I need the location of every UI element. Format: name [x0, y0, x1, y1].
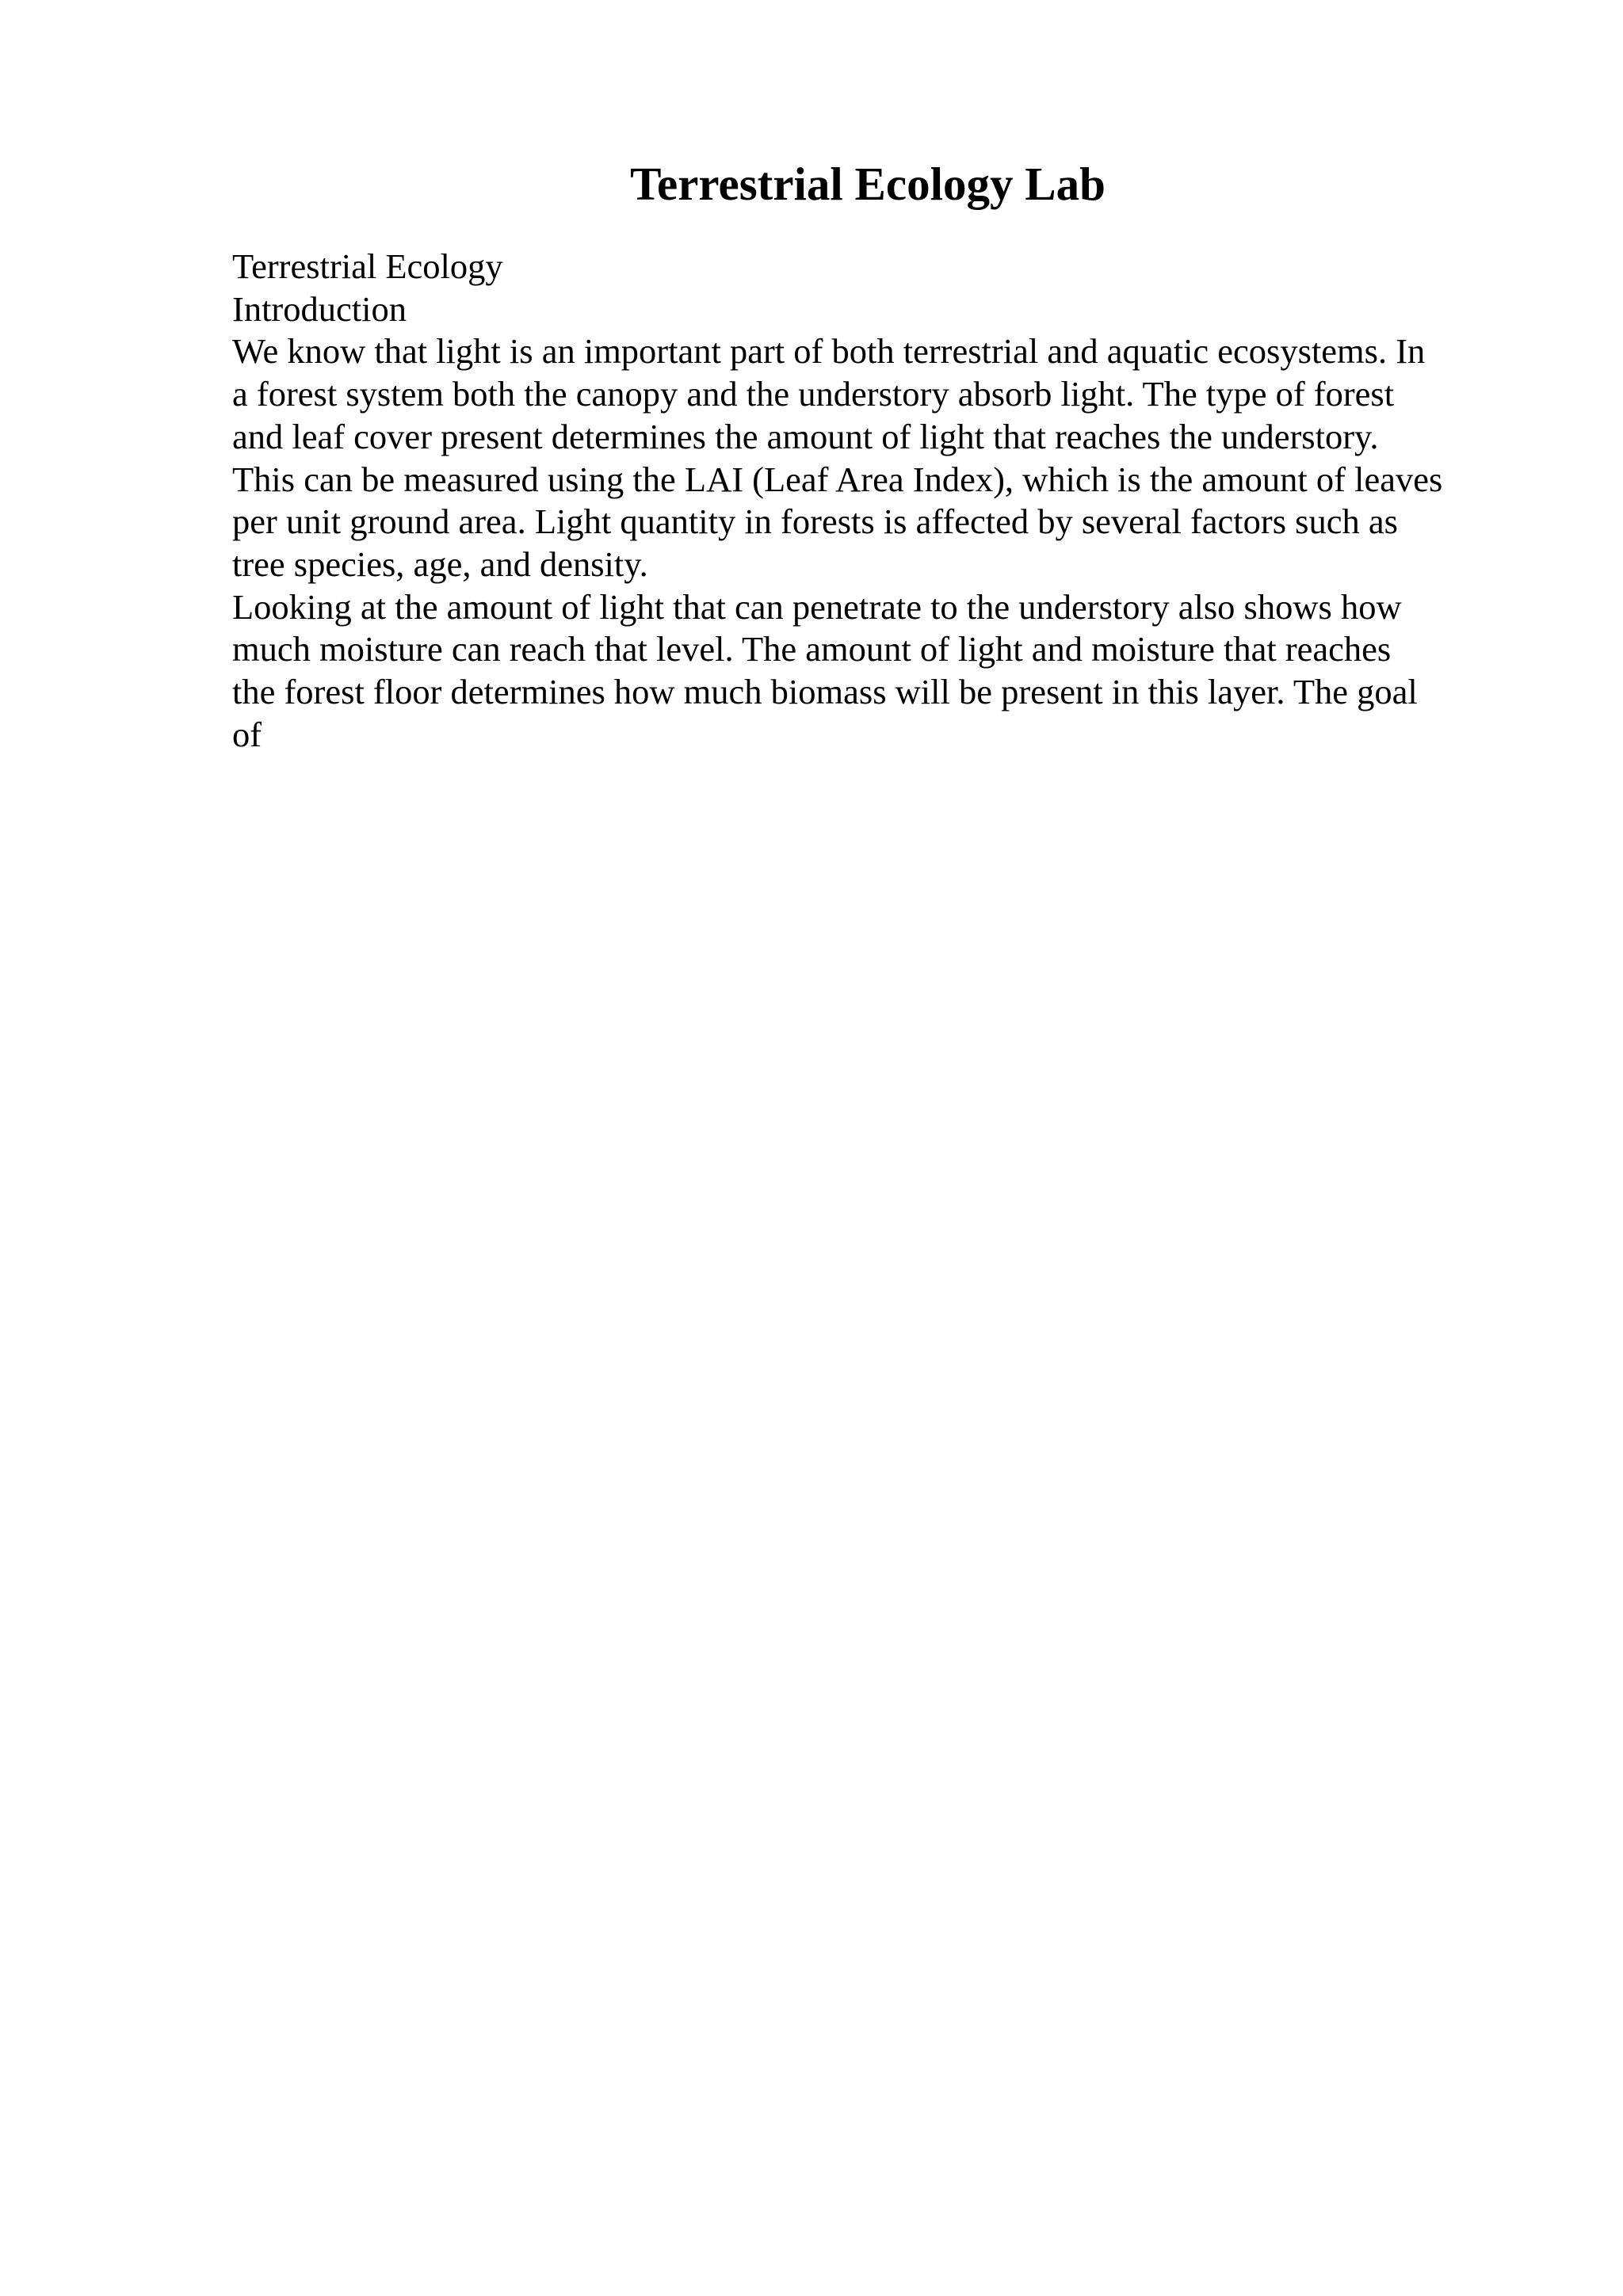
paragraph-line: and leaf cover present determines the amount of light that reaches the understory.: [232, 416, 1379, 456]
paragraph-line: Looking at the amount of light that can penetrate to the understory also shows how: [232, 586, 1402, 627]
paragraph-line: of: [232, 714, 262, 754]
paragraph-line: the forest floor determines how much biomass will be present in this layer. The goal: [232, 672, 1418, 712]
paragraph-line: We know that light is an important part of both terrestrial and aquatic ecosystems. In: [232, 331, 1426, 372]
paragraph-line: tree species, age, and density.: [232, 543, 648, 584]
paragraph-1: [232, 330, 1516, 585]
paragraph-line: per unit ground area. Light quantity in forests is affected by several factors such as: [232, 502, 1398, 542]
document-title: Terrestrial Ecology Lab: [630, 158, 1106, 210]
paragraph-line: a forest system both the canopy and the understory absorb light. The type of forest: [232, 374, 1395, 414]
paragraph-2: [232, 586, 1516, 757]
subtitle: Terrestrial Ecology: [232, 246, 503, 286]
document-body: [232, 246, 1516, 756]
paragraph-line: This can be measured using the LAI (Leaf Area Index), which is the amount of leaves: [232, 459, 1443, 499]
paragraph-line: much moisture can reach that level. The amount of light and moisture that reaches: [232, 629, 1392, 669]
section-heading: Introduction: [232, 288, 407, 329]
